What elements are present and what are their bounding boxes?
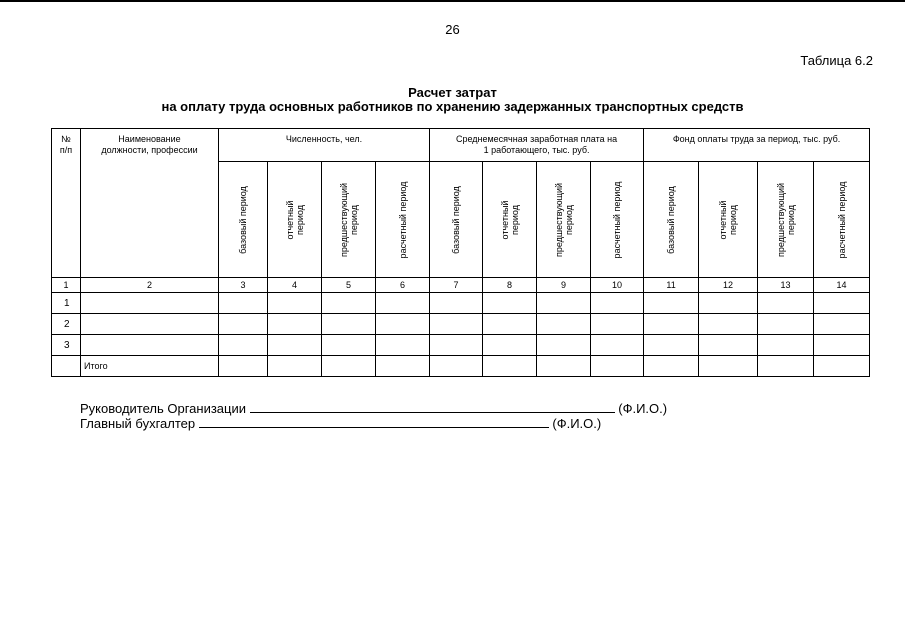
cell xyxy=(758,293,814,314)
subheader-report-period: отчетный период xyxy=(483,162,537,278)
cell xyxy=(644,335,699,356)
cell xyxy=(814,356,870,377)
cell xyxy=(430,293,483,314)
cell xyxy=(81,314,219,335)
cell xyxy=(699,356,758,377)
cell xyxy=(699,314,758,335)
column-number: 8 xyxy=(483,278,537,293)
cell xyxy=(376,356,430,377)
cell xyxy=(591,293,644,314)
cell xyxy=(52,356,81,377)
cell xyxy=(814,314,870,335)
cell xyxy=(758,356,814,377)
cell xyxy=(219,314,268,335)
director-signature-blank xyxy=(250,400,615,413)
column-number: 10 xyxy=(591,278,644,293)
subheader-report-period: отчетный период xyxy=(699,162,758,278)
subheader-calc-period: расчетный период xyxy=(376,162,430,278)
cell xyxy=(483,356,537,377)
total-row xyxy=(52,356,870,377)
cell xyxy=(81,335,219,356)
accountant-signature-line xyxy=(80,415,601,431)
cell xyxy=(483,314,537,335)
subheader-previous-period: предшествующий период xyxy=(758,162,814,278)
cell xyxy=(268,356,322,377)
cell xyxy=(591,356,644,377)
cell xyxy=(758,335,814,356)
director-signature-line xyxy=(80,400,667,416)
column-number: 2 xyxy=(81,278,219,293)
column-number: 4 xyxy=(268,278,322,293)
header-payroll-fund: Фонд оплаты труда за период, тыс. руб. xyxy=(644,129,870,162)
cell xyxy=(537,314,591,335)
cell xyxy=(322,293,376,314)
cell xyxy=(81,293,219,314)
header-avg-salary: Среднемесячная заработная плата на 1 работающего, тыс. руб. xyxy=(430,129,644,162)
column-number: 1 xyxy=(52,278,81,293)
subheader-calc-period: расчетный период xyxy=(814,162,870,278)
cell xyxy=(268,335,322,356)
cell xyxy=(699,335,758,356)
column-number: 3 xyxy=(219,278,268,293)
accountant-fio: (Ф.И.О.) xyxy=(552,416,602,431)
table-title-line-1: Расчет затрат xyxy=(408,85,497,100)
row-number: 1 xyxy=(52,293,81,314)
cell xyxy=(376,314,430,335)
subheader-calc-period: расчетный период xyxy=(591,162,644,278)
header-num: № п/п xyxy=(52,129,81,278)
header-name: Наименование должности, профессии xyxy=(81,129,219,278)
cell xyxy=(483,335,537,356)
table-title-line-2: на оплату труда основных работников по хранению задержанных транспортных средств xyxy=(161,99,744,114)
cell xyxy=(644,293,699,314)
cell xyxy=(483,293,537,314)
cell xyxy=(219,356,268,377)
cell xyxy=(430,356,483,377)
total-label: Итого xyxy=(81,356,219,377)
subheader-base-period: базовый период xyxy=(219,162,268,278)
cell xyxy=(591,335,644,356)
subheader-previous-period: предшествующий период xyxy=(322,162,376,278)
cell xyxy=(219,335,268,356)
cell xyxy=(268,314,322,335)
column-number: 11 xyxy=(644,278,699,293)
accountant-label: Главный бухгалтер xyxy=(80,416,196,431)
column-number: 12 xyxy=(699,278,758,293)
top-border-line xyxy=(0,0,905,2)
cell xyxy=(322,314,376,335)
cell xyxy=(430,314,483,335)
header-headcount: Численность, чел. xyxy=(219,129,430,162)
cost-table xyxy=(51,128,870,377)
subheader-base-period: базовый период xyxy=(644,162,699,278)
subheader-report-period: отчетный период xyxy=(268,162,322,278)
cell xyxy=(219,293,268,314)
cell xyxy=(430,335,483,356)
column-number: 9 xyxy=(537,278,591,293)
cell xyxy=(758,314,814,335)
table-row xyxy=(52,314,870,335)
cell xyxy=(376,293,430,314)
director-fio: (Ф.И.О.) xyxy=(618,401,668,416)
cell xyxy=(268,293,322,314)
cell xyxy=(322,335,376,356)
cell xyxy=(376,335,430,356)
table-row xyxy=(52,335,870,356)
cell xyxy=(591,314,644,335)
table-label: Таблица 6.2 xyxy=(800,53,873,68)
cell xyxy=(814,293,870,314)
cell xyxy=(537,335,591,356)
column-number: 14 xyxy=(814,278,870,293)
cell xyxy=(814,335,870,356)
cell xyxy=(537,356,591,377)
row-number: 3 xyxy=(52,335,81,356)
cell xyxy=(322,356,376,377)
cell xyxy=(644,356,699,377)
column-number: 7 xyxy=(430,278,483,293)
table-row xyxy=(52,293,870,314)
column-number: 5 xyxy=(322,278,376,293)
cell xyxy=(537,293,591,314)
cell xyxy=(699,293,758,314)
column-number-row xyxy=(52,278,870,293)
accountant-signature-blank xyxy=(199,415,549,428)
subheader-previous-period: предшествующий период xyxy=(537,162,591,278)
director-label: Руководитель Организации xyxy=(80,401,246,416)
cell xyxy=(644,314,699,335)
row-number: 2 xyxy=(52,314,81,335)
column-number: 6 xyxy=(376,278,430,293)
column-number: 13 xyxy=(758,278,814,293)
page-number: 26 xyxy=(445,22,460,37)
subheader-base-period: базовый период xyxy=(430,162,483,278)
